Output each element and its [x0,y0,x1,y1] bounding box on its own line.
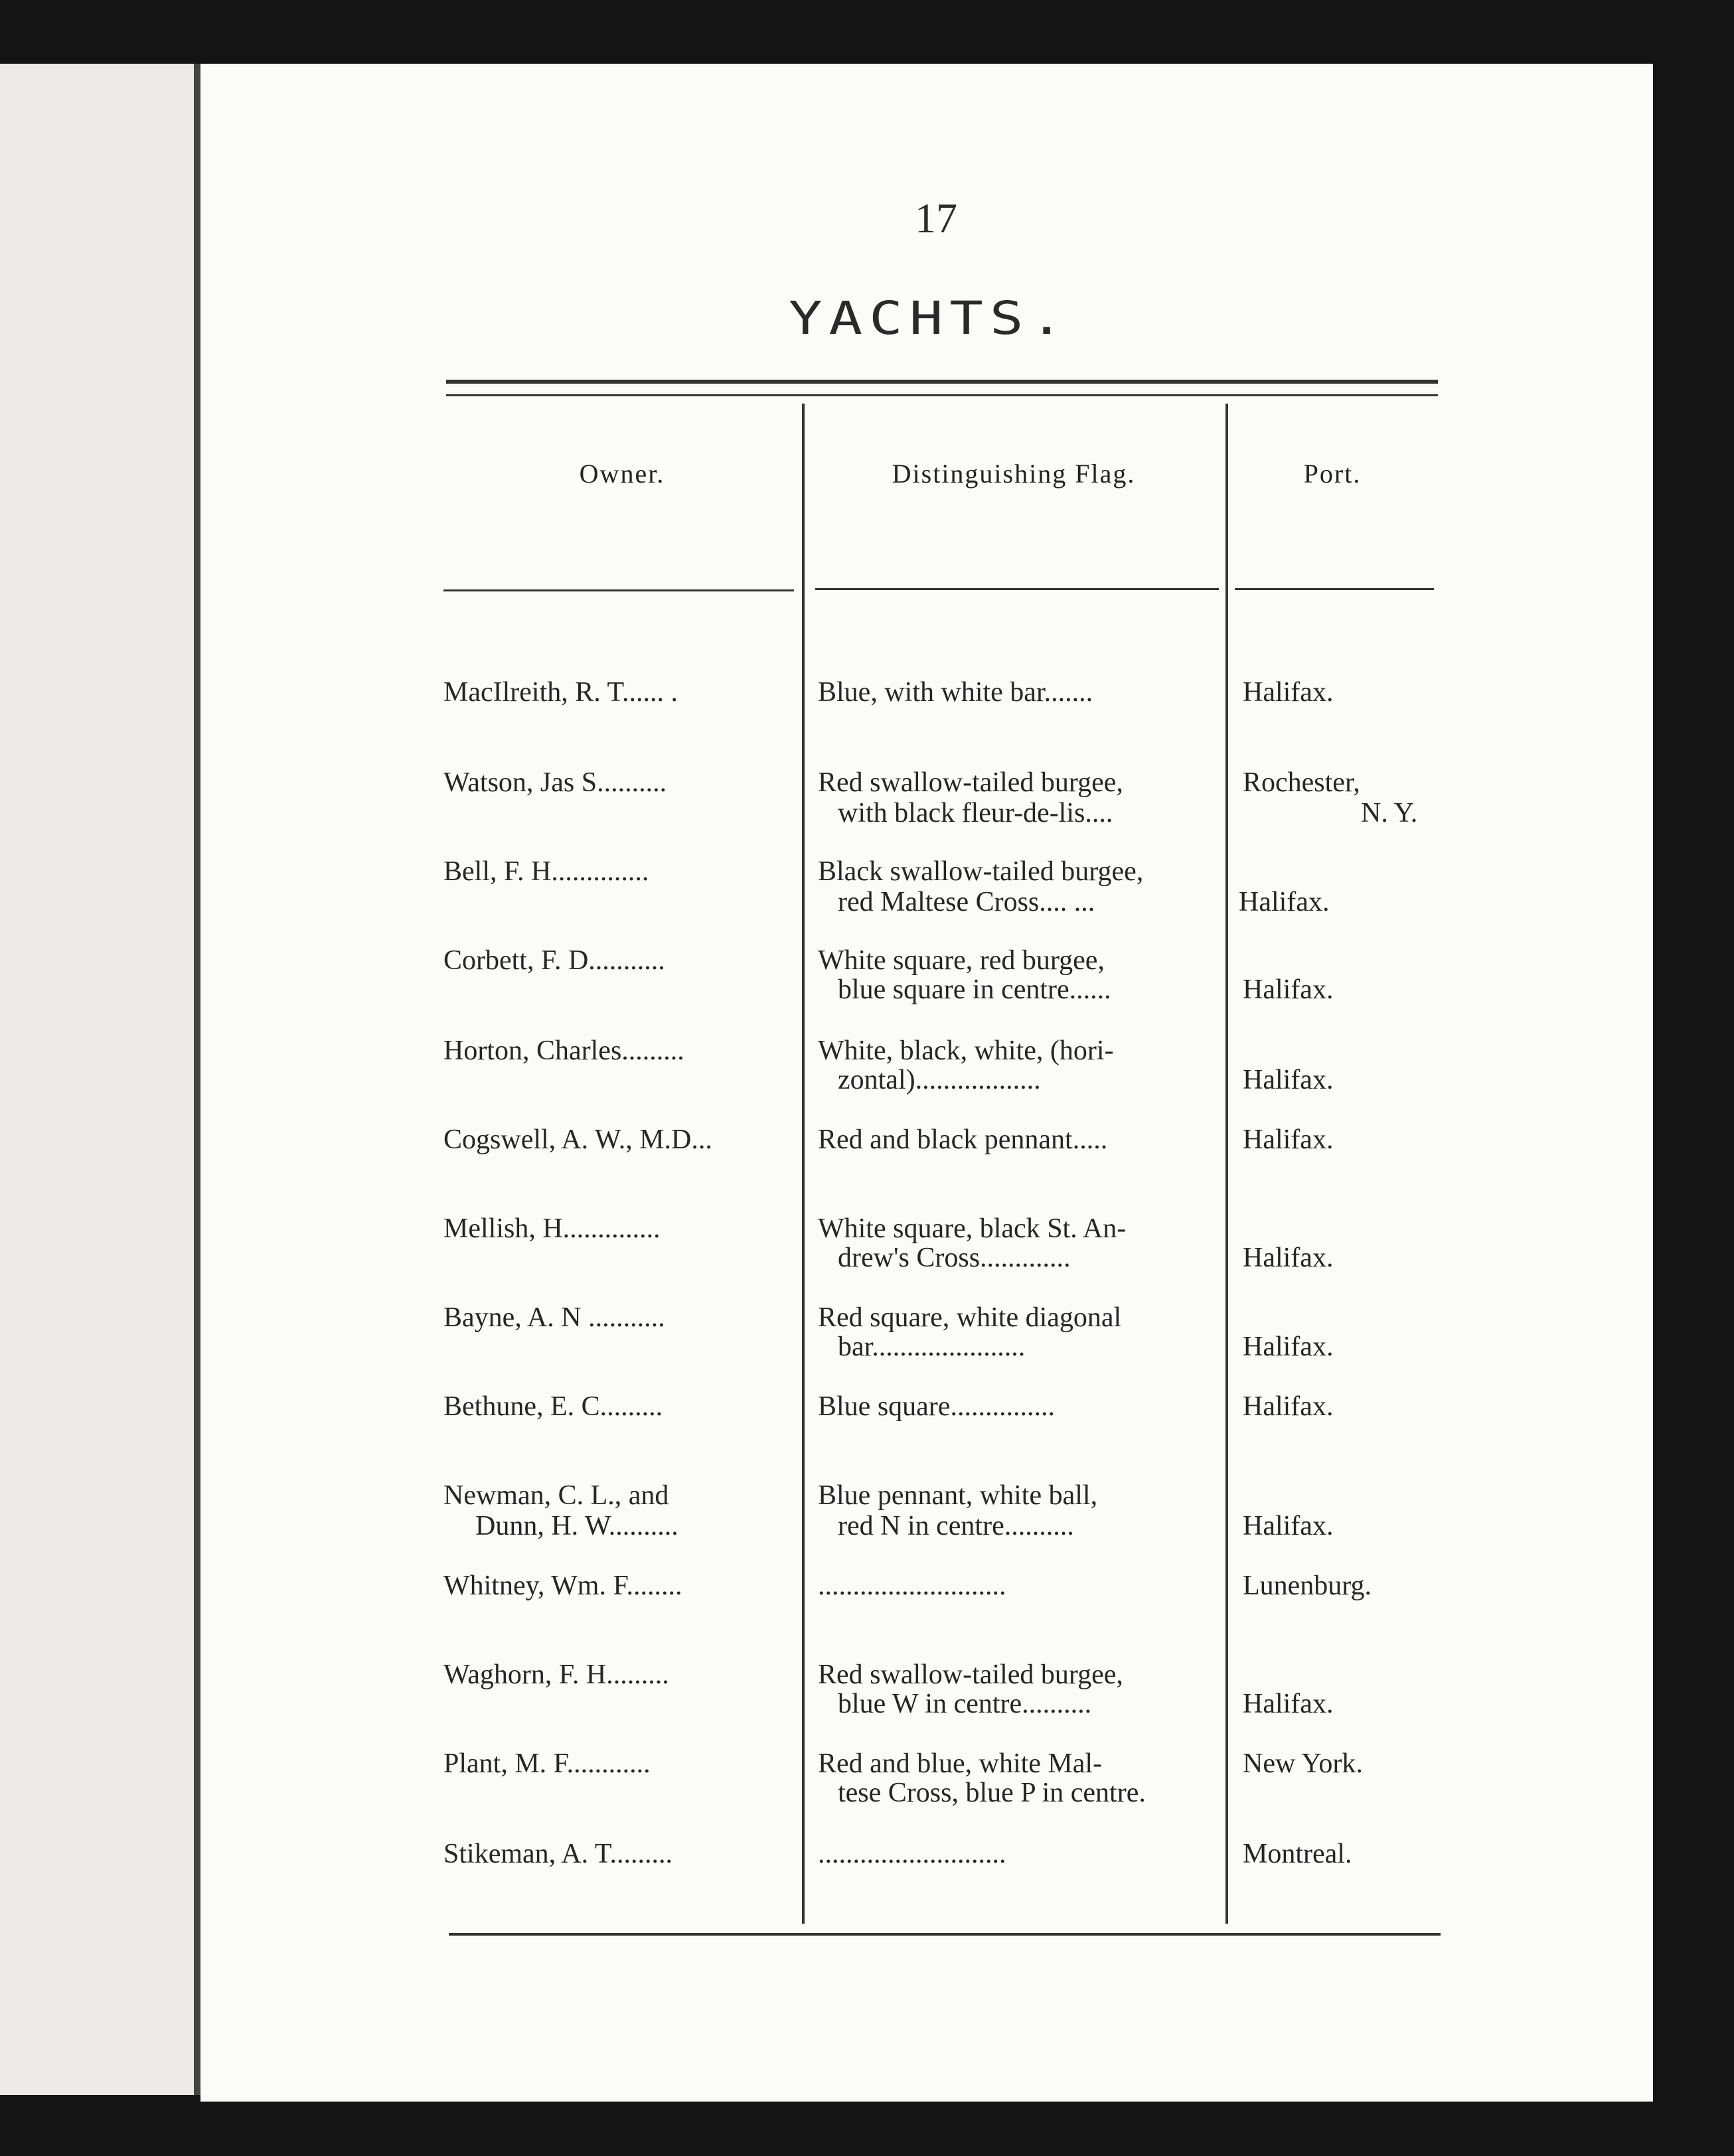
flag-cell: Black swallow-tailed burgee, [818,856,1144,887]
port-cell: Halifax. [1243,1332,1334,1362]
owner-cell: MacIlreith, R. T...... . [443,677,678,708]
port-cell: Halifax. [1243,1243,1334,1273]
flag-cell: zontal).................. [838,1065,1041,1095]
header-port: Port. [1303,459,1362,489]
bottom-rule [449,1933,1441,1936]
book-spine [194,64,200,2095]
port-cell: N. Y. [1361,798,1418,828]
flag-cell: White square, black St. An- [818,1213,1127,1244]
flag-cell: Blue, with white bar....... [818,677,1093,708]
owner-cell: Cogswell, A. W., M.D... [443,1124,712,1155]
owner-cell: Plant, M. F............ [443,1748,651,1779]
facing-page-edge [0,64,198,2095]
owner-cell: Newman, C. L., and [443,1480,669,1511]
header-flag: Distinguishing Flag. [892,459,1136,489]
owner-cell: Mellish, H.............. [443,1213,661,1244]
flag-cell: Blue pennant, white ball, [818,1480,1098,1511]
port-cell: New York. [1243,1748,1363,1779]
port-cell: Halifax. [1243,677,1334,708]
flag-cell: Red square, white diagonal [818,1302,1122,1333]
owner-cell: Whitney, Wm. F........ [443,1571,682,1601]
owner-cell: Watson, Jas S.......... [443,767,667,798]
column-separator-1 [802,404,805,1924]
page-number: 17 [915,194,957,242]
flag-cell: Red and blue, white Mal- [818,1748,1103,1779]
header-owner: Owner. [579,459,665,489]
owner-cell: Bell, F. H.............. [443,856,649,887]
flag-cell: White square, red burgee, [818,945,1105,976]
owner-cell: Stikeman, A. T......... [443,1839,672,1869]
flag-cell: red N in centre.......... [838,1511,1074,1541]
owner-cell: Horton, Charles......... [443,1036,684,1066]
flag-cell: tese Cross, blue P in centre. [838,1778,1146,1808]
flag-cell: ........................... [818,1571,1006,1601]
flag-cell: Red swallow-tailed burgee, [818,767,1123,798]
flag-cell: blue square in centre...... [838,974,1111,1005]
owner-cell: Bayne, A. N ........... [443,1302,665,1333]
port-cell: Halifax. [1243,1124,1334,1155]
port-cell: Rochester, [1243,767,1360,798]
port-cell: Halifax. [1243,974,1334,1005]
port-cell: Halifax. [1243,1065,1334,1095]
flag-cell: blue W in centre.......... [838,1689,1092,1719]
port-cell: Halifax. [1243,1511,1334,1541]
flag-cell: red Maltese Cross.... ... [838,887,1095,917]
flag-cell: Red swallow-tailed burgee, [818,1659,1123,1690]
owner-cell: Waghorn, F. H......... [443,1659,669,1690]
header-rule-port [1235,588,1434,590]
page-title: YACHTS. [788,291,1070,345]
flag-cell: bar...................... [838,1332,1026,1362]
flag-cell: Red and black pennant..... [818,1124,1108,1155]
flag-cell: drew's Cross............. [838,1243,1071,1273]
port-cell: Lunenburg. [1243,1571,1372,1601]
port-cell: Halifax. [1239,887,1330,917]
flag-cell: White, black, white, (hori- [818,1036,1114,1066]
top-rule-thick [446,380,1438,384]
top-rule-thin [446,394,1438,396]
header-rule-flag [815,588,1219,590]
flag-cell: with black fleur-de-lis.... [838,798,1113,828]
port-cell: Halifax. [1243,1689,1334,1719]
owner-cell: Dunn, H. W.......... [475,1511,678,1541]
port-cell: Montreal. [1243,1839,1352,1869]
flag-cell: ........................... [818,1839,1006,1869]
owner-cell: Bethune, E. C......... [443,1391,663,1422]
header-rule-owner [443,589,794,591]
owner-cell: Corbett, F. D........... [443,945,665,976]
flag-cell: Blue square............... [818,1391,1055,1422]
port-cell: Halifax. [1243,1391,1334,1422]
